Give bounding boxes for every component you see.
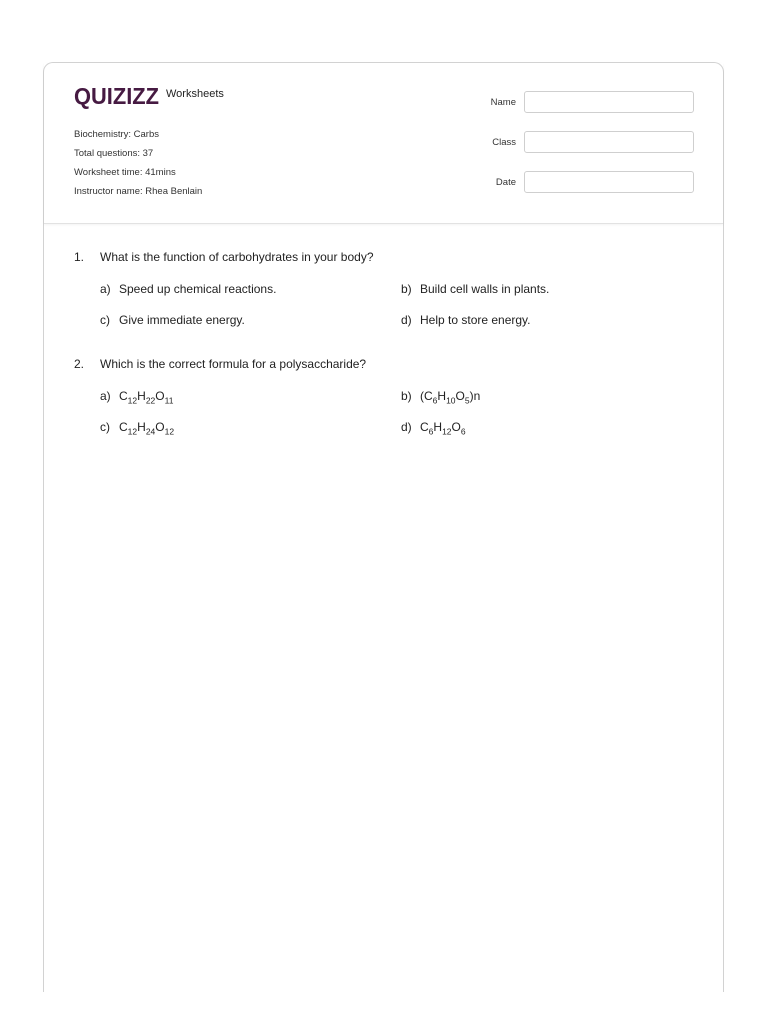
question-text: What is the function of carbohydrates in your body? [100, 250, 374, 264]
option-letter: c) [100, 420, 110, 434]
option-formula: $C_{12}H_{24}O_{12}$ [119, 420, 175, 437]
option-letter: d) [401, 420, 412, 434]
answer-option-a[interactable] [100, 281, 401, 297]
question-number: 1. [74, 250, 85, 264]
answer-option-b[interactable] [401, 388, 702, 404]
option-formula: $(C_6H_{10}O_5)n$ [420, 389, 481, 406]
answer-option-c[interactable] [100, 312, 401, 328]
question-text: Which is the correct formula for a polysaccharide? [100, 357, 367, 371]
name-input[interactable] [524, 91, 694, 113]
worksheet-header [44, 63, 723, 224]
meta-instructor: Instructor name: Rhea Benlain [74, 186, 203, 197]
name-label: Name [490, 97, 516, 108]
answer-option-c[interactable] [100, 419, 401, 435]
worksheet-page [43, 62, 724, 992]
student-fields [474, 91, 694, 211]
option-formula: $C_6H_{12}O_6$ [420, 420, 466, 437]
class-label: Class [492, 137, 516, 148]
class-input[interactable] [524, 131, 694, 153]
class-field-row [474, 131, 694, 171]
question-1 [74, 249, 703, 328]
brand-subtitle: Worksheets [166, 88, 224, 100]
svg-text:QUIZIZZ: QUIZIZZ [74, 83, 159, 109]
answer-option-a[interactable] [100, 388, 401, 404]
date-input[interactable] [524, 171, 694, 193]
option-letter: a) [100, 389, 111, 403]
date-field-row [474, 171, 694, 211]
meta-worksheet-time: Worksheet time: 41mins [74, 167, 176, 178]
question-number: 2. [74, 357, 85, 371]
option-letter: a) [100, 282, 111, 296]
option-text: Help to store energy. [420, 313, 531, 327]
answer-option-d[interactable] [401, 419, 702, 435]
option-text: Build cell walls in plants. [420, 282, 550, 296]
meta-total-questions: Total questions: 37 [74, 148, 154, 159]
option-letter: c) [100, 313, 110, 327]
option-formula: $C_{12}H_{22}O_{11}$ [119, 389, 174, 406]
name-field-row [474, 91, 694, 131]
option-text: Give immediate energy. [119, 313, 245, 327]
answer-options [100, 281, 703, 328]
answer-option-d[interactable] [401, 312, 702, 328]
quizizz-logo [74, 83, 160, 109]
question-list [74, 249, 703, 463]
date-label: Date [495, 177, 516, 188]
answer-option-b[interactable] [401, 281, 702, 297]
brand [74, 83, 224, 109]
answer-options [100, 388, 703, 435]
option-letter: b) [401, 282, 412, 296]
worksheet-meta [74, 125, 202, 201]
meta-subject: Biochemistry: Carbs [74, 129, 159, 140]
option-text: Speed up chemical reactions. [119, 282, 277, 296]
question-2 [74, 356, 703, 435]
option-letter: b) [401, 389, 412, 403]
option-letter: d) [401, 313, 412, 327]
